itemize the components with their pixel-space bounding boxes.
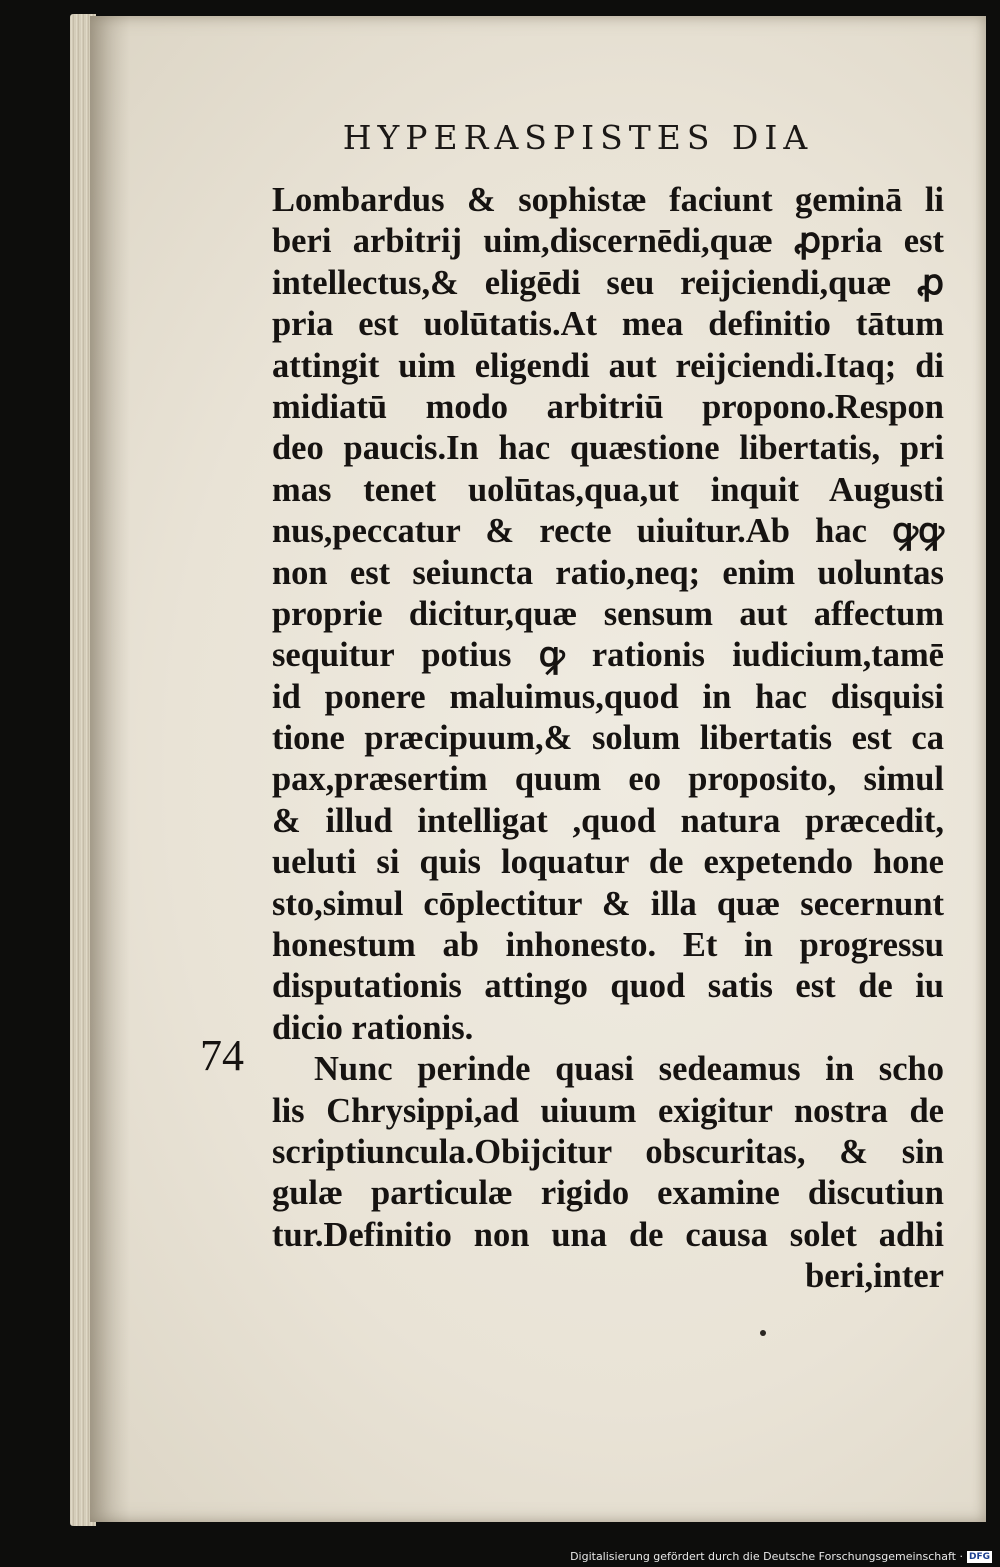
text-line: beri arbitrij uim,discernēdi,quæ ꝓpria est [272, 222, 944, 261]
text-line: ueluti si quis loquatur de expetendo hone [272, 843, 944, 882]
text-line: intellectus,& eligēdi seu reijciendi,quæ ꝓ [272, 263, 944, 302]
text-line: non est seiuncta ratio,neq; enim uoluntas [272, 553, 944, 592]
text-line: honestum ab inhonesto. Et in progressu [272, 926, 944, 965]
text-line: pax,præsertim quum eo proposito, simul [272, 760, 944, 799]
text-line: dicio rationis. [272, 1008, 474, 1047]
margin-number: 74 [200, 1031, 244, 1080]
text-line: sequitur potius ꝙ rationis iudicium,tamē [272, 636, 944, 675]
running-head: HYPERASPISTES DIA [342, 118, 814, 157]
footer-credit [570, 1550, 992, 1563]
text-line: nus,peccatur & recte uiuitur.Ab hac ꝙꝙ [272, 512, 944, 551]
text-line: id ponere maluimus,quod in hac disquisi [272, 677, 944, 716]
text-line: deo paucis.In hac quæstione libertatis, pri [272, 429, 944, 468]
gutter-shadow [90, 16, 130, 1522]
dfg-logo: DFG [968, 1551, 990, 1562]
text-block [272, 180, 944, 1298]
catchword: beri,inter [805, 1257, 944, 1296]
text-line: scriptiuncula.Obijcitur obscuritas, & sin [272, 1132, 944, 1171]
text-line: Lombardus & sophistæ faciunt geminā li [272, 181, 944, 219]
text-line: midiatū modo arbitriū propono.Respon [272, 387, 944, 426]
text-line: Nunc perinde quasi sedeamus in scho [314, 1050, 944, 1089]
ink-dot [760, 1330, 766, 1336]
text-line: tur.Definitio non una de causa solet adhi [272, 1215, 944, 1254]
text-line: lis Chrysippi,ad uiuum exigitur nostra de [272, 1091, 944, 1130]
text-line: sto,simul cōplectitur & illa quæ secernunt [272, 884, 944, 923]
text-line: mas tenet uolūtas,qua,ut inquit Augusti [272, 470, 944, 509]
footer-text: Digitalisierung gefördert durch die Deutsche Forschungsgemeinschaft · [570, 1550, 963, 1563]
text-line: disputationis attingo quod satis est de iu [272, 967, 944, 1006]
text-line: tione præcipuum,& solum libertatis est ca [272, 719, 944, 758]
text-line: pria est uolūtatis.At mea definitio tātum [272, 305, 944, 344]
text-line: proprie dicitur,quæ sensum aut affectum [272, 594, 944, 633]
text-line: & illud intelligat ,quod natura præcedit, [272, 801, 944, 840]
text-line: gulæ particulæ rigido examine discutiun [272, 1174, 944, 1213]
text-line: attingit uim eligendi aut reijciendi.Itaq; di [272, 346, 944, 385]
